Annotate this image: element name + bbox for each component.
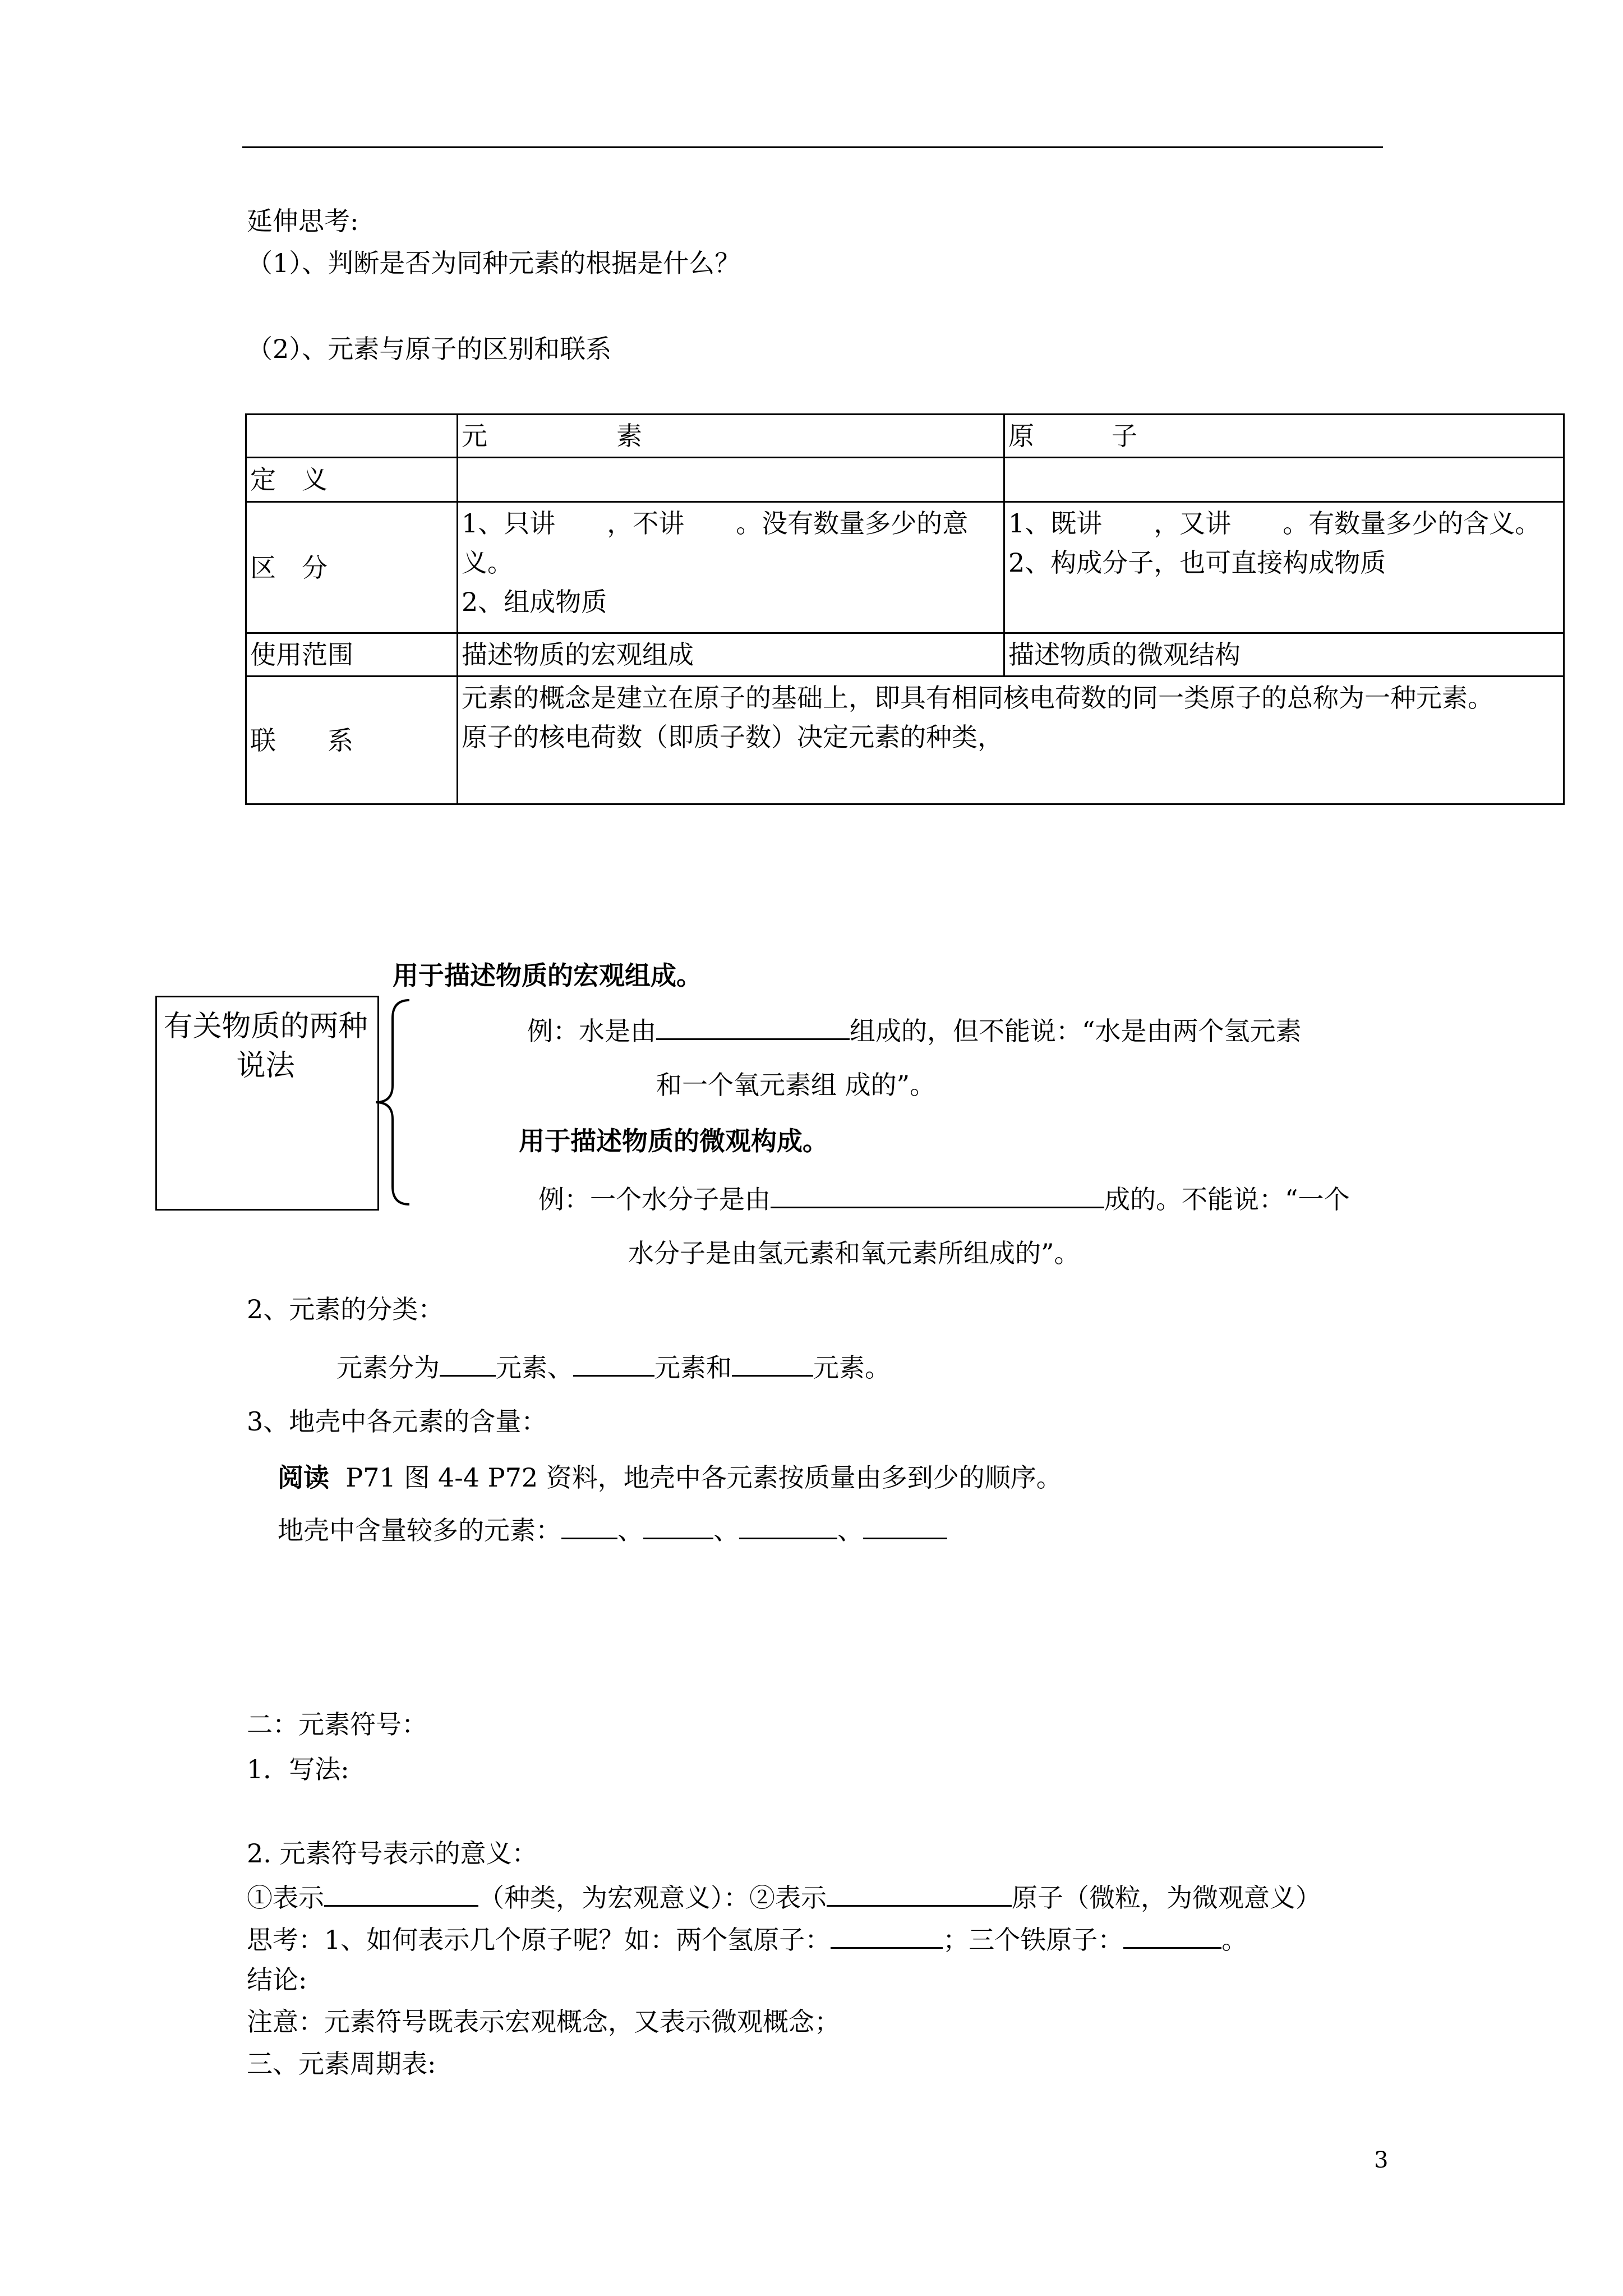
read-text: P71 图 4-4 P72 资料，地壳中各元素按质量由多到少的顺序。 xyxy=(345,1462,1062,1493)
relation-text-2: 原子的核电荷数（即质子数）决定元素的种类， xyxy=(462,722,1003,752)
row-label-scope: 使用范围 xyxy=(246,633,458,677)
micro-example-a: 例：一个水分子是由 xyxy=(538,1184,771,1214)
crust-sep-1: 、 xyxy=(617,1515,643,1545)
extend-question-1: （1）、判断是否为同种元素的根据是什么？ xyxy=(247,248,741,278)
crust-more-line xyxy=(278,1512,947,1547)
table-header-atom: 原 子 xyxy=(1004,415,1564,458)
symbols-meaning-title: 2. 元素符号表示的意义： xyxy=(247,1838,538,1869)
think-a: 思考：1、如何表示几个原子呢？如：两个氢原子： xyxy=(247,1925,831,1955)
macro-blank[interactable] xyxy=(656,1013,850,1040)
read-label: 阅读 xyxy=(278,1462,329,1493)
think-blank-2[interactable] xyxy=(1123,1921,1221,1949)
extend-question-2: （2）、元素与原子的区别和联系 xyxy=(247,334,612,364)
micro-example-line-1 xyxy=(538,1181,1350,1216)
crust-blank-4[interactable] xyxy=(863,1512,947,1539)
symbols-meaning-line xyxy=(247,1879,1321,1914)
element-atom-table xyxy=(245,413,1565,805)
row-label-definition: 定 义 xyxy=(246,458,458,502)
symbols-title: 二：元素符号： xyxy=(247,1709,427,1740)
think-b: ；三个铁原子： xyxy=(943,1925,1124,1955)
classification-line xyxy=(336,1349,891,1384)
crust-blank-2[interactable] xyxy=(643,1512,713,1539)
two-ways-box-label: 有关物质的两种说法 xyxy=(163,1010,368,1083)
extend-title: 延伸思考: xyxy=(247,206,359,236)
row-label-distinction: 区 分 xyxy=(246,502,458,633)
cell-relation xyxy=(458,677,1564,804)
classification-text-b: 元素、 xyxy=(496,1352,573,1383)
cell-distinction-element: 1、只讲 ，不讲 。没有数量多少的意义。 2、组成物质 xyxy=(458,502,1004,633)
cell-definition-atom xyxy=(1004,458,1564,502)
crust-sep-3: 、 xyxy=(837,1515,863,1545)
classification-blank-3[interactable] xyxy=(732,1349,813,1377)
micro-title: 用于描述物质的微观构成。 xyxy=(519,1126,828,1156)
classification-title: 2、元素的分类： xyxy=(247,1294,444,1324)
macro-example-line-1 xyxy=(527,1013,1302,1047)
think-blank-1[interactable] xyxy=(831,1921,943,1949)
crust-blank-1[interactable] xyxy=(561,1512,617,1539)
cell-scope-element: 描述物质的宏观组成 xyxy=(458,633,1004,677)
meaning-b: （种类，为宏观意义）：②表示 xyxy=(478,1883,827,1913)
classification-text-c: 元素和 xyxy=(654,1352,732,1383)
macro-example-c: 和一个氧元素组 成的”。 xyxy=(656,1070,936,1100)
meaning-blank-2[interactable] xyxy=(827,1879,1012,1907)
crust-title: 3、地壳中各元素的含量： xyxy=(247,1406,547,1437)
micro-example-b: 成的。不能说：“一个 xyxy=(1104,1184,1350,1214)
crust-more-text: 地壳中含量较多的元素： xyxy=(278,1515,561,1545)
periodic-title: 三、元素周期表: xyxy=(247,2049,436,2079)
classification-text-d: 元素。 xyxy=(813,1352,891,1383)
classification-text-a: 元素分为 xyxy=(336,1352,440,1383)
curly-brace xyxy=(370,996,415,1209)
table-header-element: 元 素 xyxy=(458,415,1004,458)
symbols-think-line xyxy=(247,1921,1247,1956)
micro-blank[interactable] xyxy=(771,1181,1104,1208)
meaning-c: 原子（微粒，为微观意义） xyxy=(1012,1883,1321,1913)
crust-read-line xyxy=(278,1461,1062,1494)
table-header-empty xyxy=(246,415,458,458)
symbols-note: 注意：元素符号既表示宏观概念，又表示微观概念； xyxy=(247,2007,840,2037)
classification-blank-1[interactable] xyxy=(440,1349,496,1377)
row-label-relation: 联 系 xyxy=(246,677,458,804)
meaning-blank-1[interactable] xyxy=(324,1879,478,1907)
symbols-writing: 1．写法: xyxy=(247,1754,349,1784)
macro-title: 用于描述物质的宏观组成。 xyxy=(393,960,702,991)
crust-sep-2: 、 xyxy=(713,1515,739,1545)
page-number: 3 xyxy=(1374,2147,1389,2173)
micro-example-c: 水分子是由氢元素和氧元素所组成的”。 xyxy=(628,1238,1080,1268)
cell-scope-atom: 描述物质的微观结构 xyxy=(1004,633,1564,677)
relation-text-1: 元素的概念是建立在原子的基础上，即具有相同核电荷数的同一类原子的总称为一种元素。 xyxy=(462,683,1493,713)
cell-definition-element xyxy=(458,458,1004,502)
crust-blank-3[interactable] xyxy=(739,1512,837,1539)
symbols-conclusion: 结论: xyxy=(247,1964,307,1995)
classification-blank-2[interactable] xyxy=(573,1349,654,1377)
header-rule xyxy=(242,146,1383,148)
macro-example-a: 例：水是由 xyxy=(527,1016,656,1046)
think-c: 。 xyxy=(1221,1925,1248,1955)
meaning-a: ①表示 xyxy=(247,1883,324,1913)
cell-distinction-atom: 1、既讲 ，又讲 。有数量多少的含义。 2、构成分子，也可直接构成物质 xyxy=(1004,502,1564,633)
macro-example-b: 组成的，但不能说：“水是由两个氢元素 xyxy=(850,1016,1302,1046)
